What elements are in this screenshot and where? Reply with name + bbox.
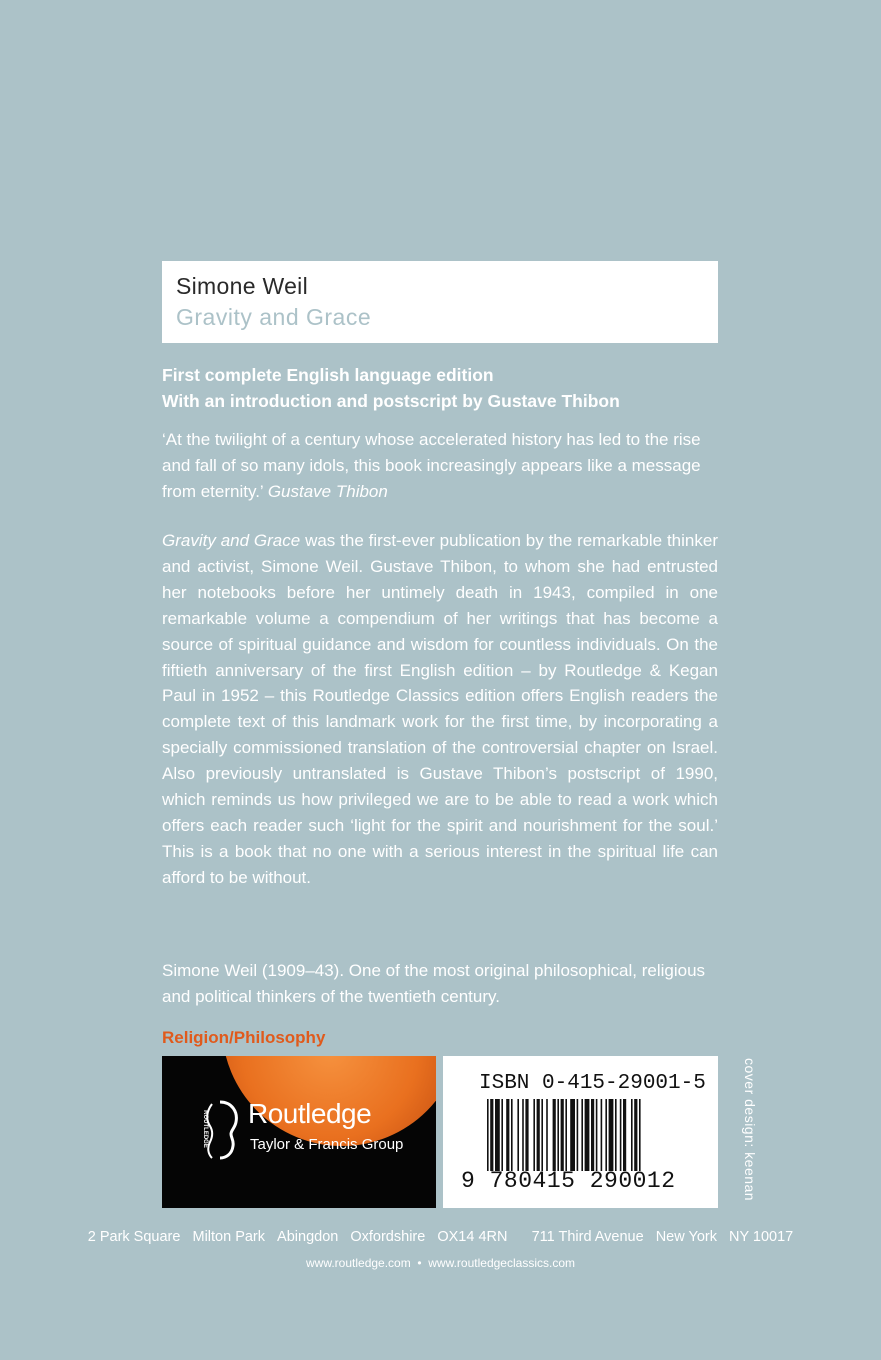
address-us-3: NY 10017: [729, 1229, 794, 1245]
website-link-1[interactable]: www.routledge.com: [306, 1256, 411, 1270]
isbn-label: ISBN 0-415-29001-5: [479, 1072, 706, 1095]
ean-digits: 9 780415 290012: [461, 1168, 676, 1194]
edition-line-2: With an introduction and postscript by Gustave Thibon: [162, 391, 620, 411]
title-box: [162, 261, 718, 343]
routledge-mark-icon: [198, 1096, 240, 1162]
author-bio: Simone Weil (1909–43). One of the most original philosophical, religious and political thinkers of the twentieth century.: [162, 961, 706, 1006]
address-us-2: New York: [655, 1229, 717, 1245]
web-addresses: [0, 1256, 881, 1270]
category-label: Religion/Philosophy: [162, 1028, 326, 1047]
author-name: Simone Weil: [176, 273, 308, 299]
book-title: Gravity and Grace: [176, 304, 372, 330]
address-uk-5: OX14 4RN: [437, 1229, 508, 1245]
edition-info: [162, 362, 722, 414]
address-us-1: 711 Third Avenue: [531, 1229, 644, 1245]
mark-text: ROUTLEDGE: [202, 1110, 208, 1148]
website-link-2[interactable]: www.routledgeclassics.com: [428, 1256, 575, 1270]
address-uk-4: Oxfordshire: [350, 1229, 426, 1245]
web-separator: •: [417, 1256, 422, 1270]
address-uk-2: Milton Park: [192, 1229, 266, 1245]
publisher-name: Routledge: [248, 1098, 372, 1129]
description-text: was the first-ever publication by the remarkable thinker and activist, Simone Weil. Gustave Thibon, to whom she had entrusted her notebooks before her untimely death in 1943, compiled in one remarkable volume a compendium of her writings that has become a source of spiritual guidance and wisdom for countless individuals. On the fiftieth anniversary of the first English edition – by Routledge & Kegan Paul in 1952 – this Routledge Classics edition offers English readers the complete text of this landmark work for the first time, by incorporating a specially commissioned translation of the controversial chapter on Israel. Also previously untranslated is Gustave Thibon’s postscript of 1990, which reminds us how privileged we are to be able to read a work which offers each reader such ‘light for the spirit and nourishment for the soul.’ This is a book that no one with a serious interest in the spiritual life can afford to be without.: [162, 531, 718, 887]
quote-text: ‘At the twilight of a century whose accelerated history has led to the rise and fall of so many idols, this book increasingly appears like a message from eternity.’: [162, 430, 701, 501]
publisher-address: [0, 1229, 881, 1245]
address-uk-3: Abingdon: [277, 1229, 339, 1245]
barcode-panel: [443, 1056, 718, 1208]
barcode-icon: [487, 1099, 701, 1171]
address-uk-1: 2 Park Square: [87, 1229, 181, 1245]
edition-line-1: First complete English language edition: [162, 365, 494, 385]
quote-attribution: Gustave Thibon: [267, 482, 388, 501]
description-title: Gravity and Grace: [162, 531, 301, 550]
publisher-logo-panel: [162, 1056, 436, 1208]
cover-design-credit: cover design: keenan: [742, 1058, 758, 1202]
description: [162, 528, 718, 891]
quote: [162, 427, 722, 505]
publisher-group: Taylor & Francis Group: [250, 1136, 404, 1153]
